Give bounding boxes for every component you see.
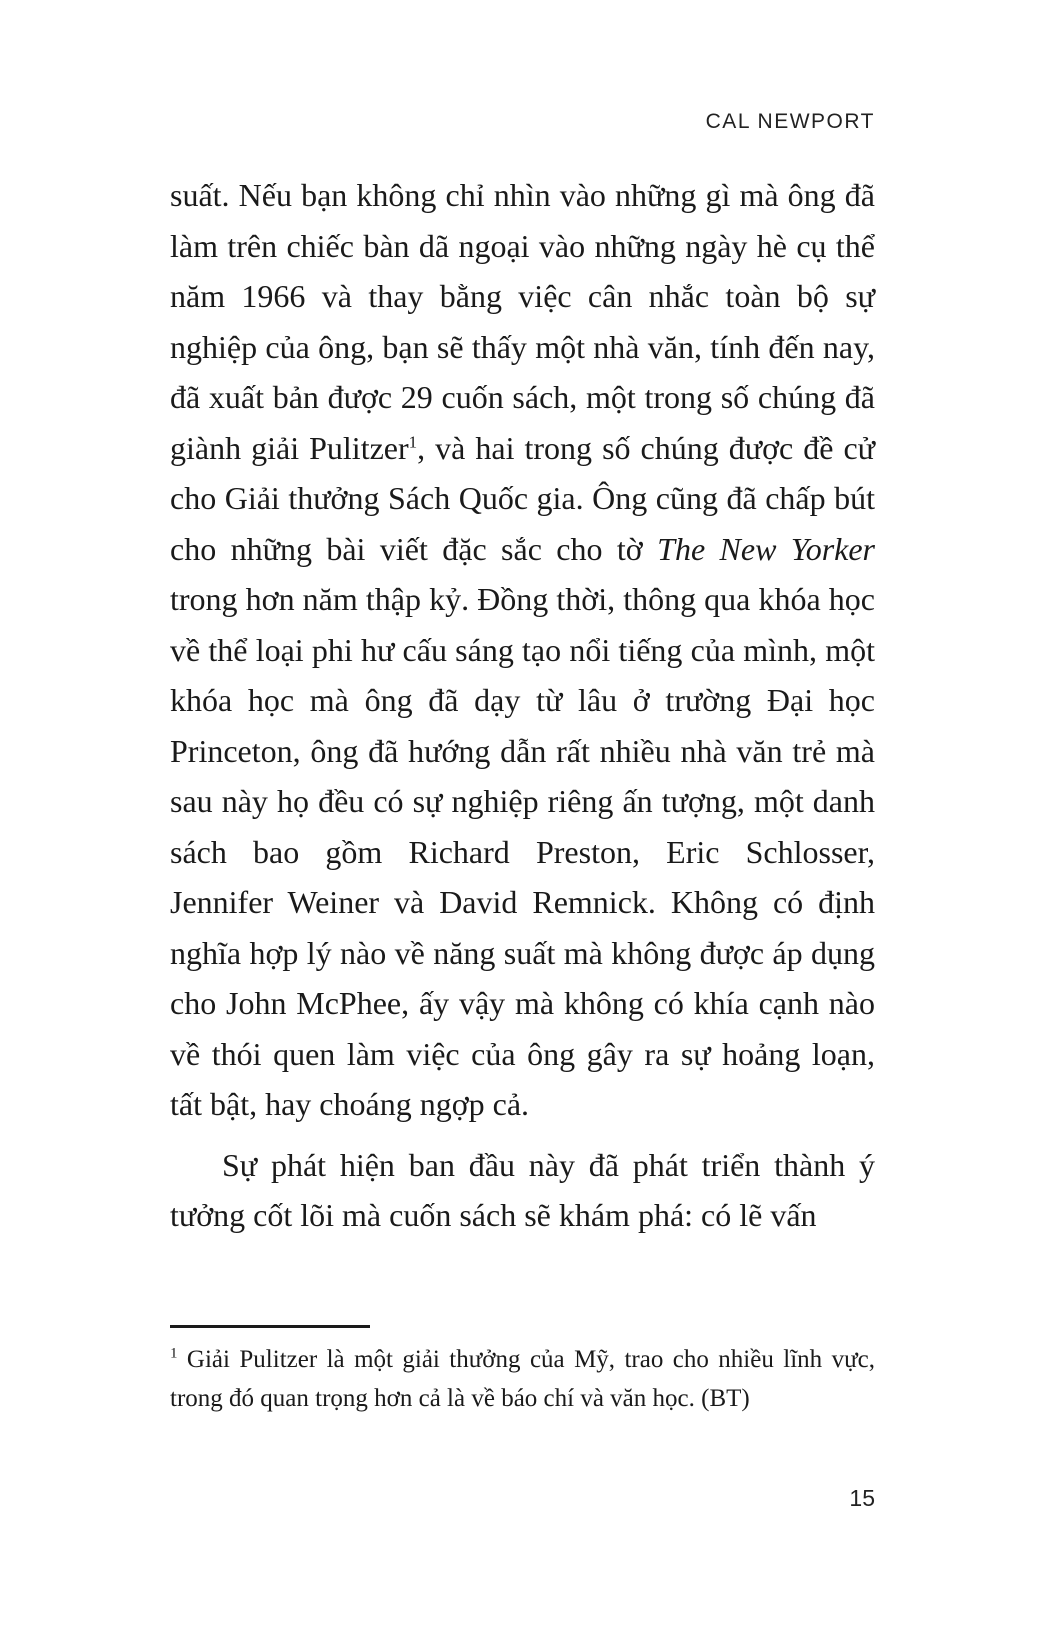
paragraph-1 xyxy=(170,170,875,1130)
para1-text-end: trong hơn năm thập kỷ. Đồng thời, thông qua khóa học về thể loại phi hư cấu sáng tạo nổi tiếng của mình, một khóa học mà ông đã dạy từ lâu ở trường Đại học Princeton, ông đã hướng dẫn rất nhiều nhà văn trẻ mà sau này họ đều có sự nghiệp riêng ấn tượng, một danh sách bao gồm Richard Preston, Eric Schlosser, Jennifer Weiner và David Remnick. Không có định nghĩa hợp lý nào về năng suất mà không được áp dụng cho John McPhee, ấy vậy mà không có khía cạnh nào về thói quen làm việc của ông gây ra sự hoảng loạn, tất bật, hay choáng ngợp cả. xyxy=(170,581,875,1122)
footnote-marker: 1 xyxy=(170,1345,178,1362)
body-text xyxy=(170,170,875,1241)
page-number: 15 xyxy=(849,1485,875,1511)
footnote xyxy=(170,1340,875,1418)
paragraph-2: Sự phát hiện ban đầu này đã phát triển thành ý tưởng cốt lõi mà cuốn sách sẽ khám phá: có lẽ vấn xyxy=(170,1146,875,1233)
footnote-reference: 1 xyxy=(408,431,418,451)
para1-text-start: suất. Nếu bạn không chỉ nhìn vào những gì mà ông đã làm trên chiếc bàn dã ngoại vào những ngày hè cụ thể năm 1966 và thay bằng việc cân nhắc toàn bộ sự nghiệp của ông, bạn sẽ thấy một nhà văn, tính đến nay, đã xuất bản được 29 cuốn sách, một trong số chúng đã giành giải Pulitzer xyxy=(170,177,875,466)
publication-title: The New Yorker xyxy=(657,530,876,567)
footnote-text: Giải Pulitzer là một giải thưởng của Mỹ, trao cho nhiều lĩnh vực, trong đó quan trọng hơn cả là về báo chí và văn học. (BT) xyxy=(170,1346,875,1412)
footnote-divider xyxy=(170,1325,370,1328)
para1-text-middle: , và hai trong số chúng được đề cử cho Giải thưởng Sách Quốc gia. Ông cũng đã chấp bút cho những bài viết đặc sắc cho tờ xyxy=(170,429,876,567)
running-head: CAL NEWPORT xyxy=(705,110,875,133)
